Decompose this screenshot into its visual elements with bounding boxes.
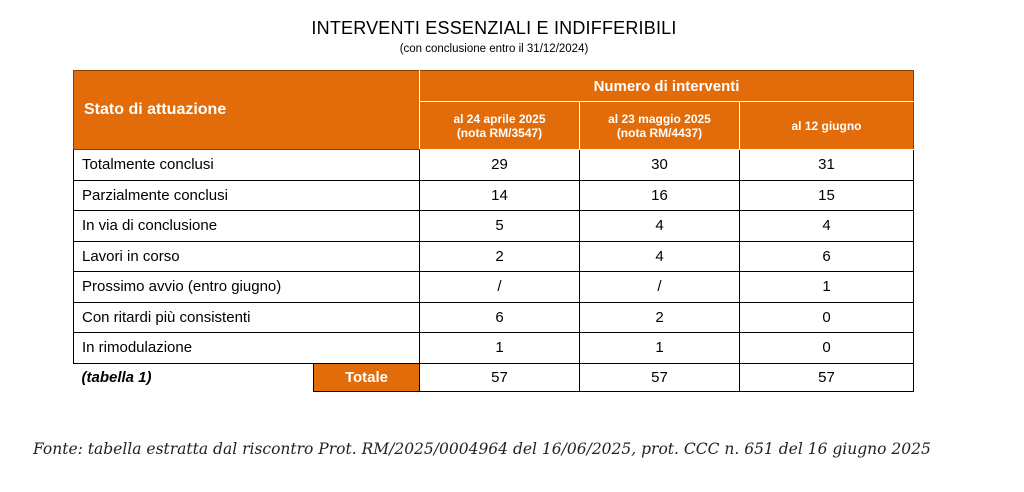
cell-value: 0: [740, 302, 914, 333]
total-label: Totale: [314, 363, 420, 391]
cell-value: 2: [580, 302, 740, 333]
cell-value: 30: [580, 150, 740, 181]
row-label: In rimodulazione: [74, 333, 420, 364]
row-label: Prossimo avvio (entro giugno): [74, 272, 420, 303]
table-subtitle: (con conclusione entro il 31/12/2024): [399, 43, 589, 55]
source-note: Fonte: tabella estratta dal riscontro Prot. RM/2025/0004964 del 16/06/2025, prot. CCC n. 651 del 16 giugno 2025: [33, 440, 931, 458]
table-row: [74, 272, 914, 303]
cell-value: /: [420, 272, 580, 303]
interventions-table: [73, 70, 914, 392]
column-header-may: al 23 maggio 2025 (nota RM/4437): [580, 102, 740, 150]
cell-value: 15: [740, 180, 914, 211]
table-title: INTERVENTI ESSENZIALI E INDIFFERIBILI: [311, 18, 677, 38]
row-label: Parzialmente conclusi: [74, 180, 420, 211]
state-header: Stato di attuazione: [74, 71, 420, 150]
row-label: Totalmente conclusi: [74, 150, 420, 181]
total-value: 57: [580, 363, 740, 391]
cell-value: 5: [420, 211, 580, 242]
cell-value: 2: [420, 241, 580, 272]
column-header-april: al 24 aprile 2025 (nota RM/3547): [420, 102, 580, 150]
table-row: [74, 211, 914, 242]
cell-value: 1: [740, 272, 914, 303]
total-value: 57: [740, 363, 914, 391]
table-note: (tabella 1): [81, 368, 152, 386]
cell-value: 4: [740, 211, 914, 242]
table-row: [74, 302, 914, 333]
row-label: Lavori in corso: [74, 241, 420, 272]
total-row: [74, 363, 914, 391]
cell-value: 1: [420, 333, 580, 364]
cell-value: 16: [580, 180, 740, 211]
cell-value: 4: [580, 241, 740, 272]
cell-value: 4: [580, 211, 740, 242]
row-label: In via di conclusione: [74, 211, 420, 242]
cell-value: 29: [420, 150, 580, 181]
cell-value: 14: [420, 180, 580, 211]
table-row: [74, 180, 914, 211]
cell-value: 6: [740, 241, 914, 272]
cell-value: 31: [740, 150, 914, 181]
cell-value: /: [580, 272, 740, 303]
total-value: 57: [420, 363, 580, 391]
table-row: [74, 333, 914, 364]
cell-value: 1: [580, 333, 740, 364]
column-header-june: al 12 giugno: [740, 102, 914, 150]
count-group-header: Numero di interventi: [420, 71, 914, 102]
cell-value: 0: [740, 333, 914, 364]
row-label: Con ritardi più consistenti: [74, 302, 420, 333]
table-row: [74, 150, 914, 181]
table-row: [74, 241, 914, 272]
cell-value: 6: [420, 302, 580, 333]
